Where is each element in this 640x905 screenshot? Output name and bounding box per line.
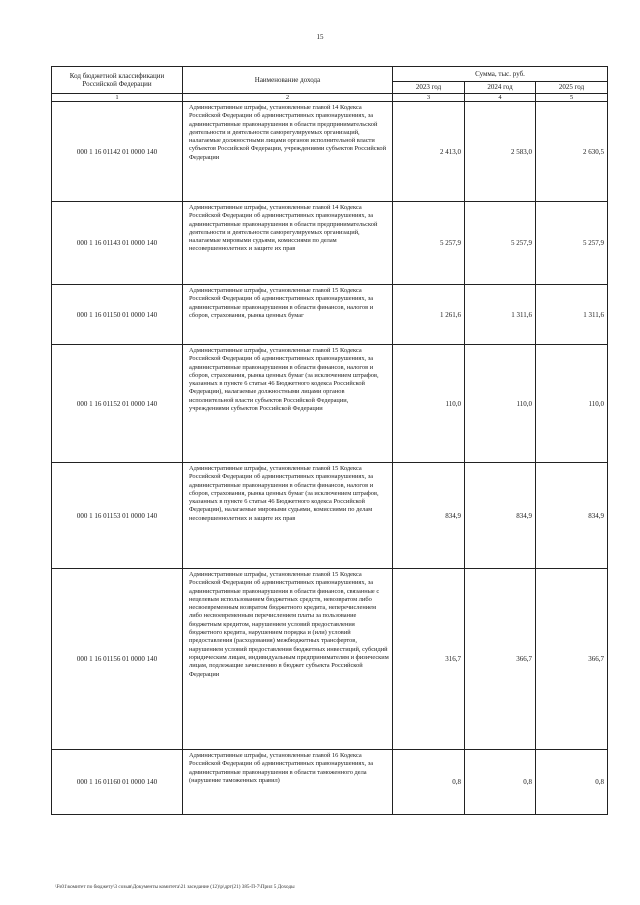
budget-code-cell: 000 1 16 01150 01 0000 140	[52, 285, 183, 345]
header-row	[52, 67, 608, 82]
value-2023-cell: 110,0	[393, 345, 465, 463]
table-row	[52, 102, 608, 202]
value-2024-cell: 2 583,0	[465, 102, 536, 202]
value-2024-cell: 5 257,9	[465, 202, 536, 285]
column-number: 1	[52, 94, 183, 102]
value-2025-cell: 5 257,9	[536, 202, 608, 285]
value-2023-cell: 2 413,0	[393, 102, 465, 202]
revenue-table	[51, 66, 608, 815]
value-2024-cell: 834,9	[465, 463, 536, 569]
value-2023-cell: 1 261,6	[393, 285, 465, 345]
header-name: Наименование дохода	[183, 67, 393, 94]
revenue-name-cell: Административные штрафы, установленные главой 15 Кодекса Российской Федерации об административных правонарушениях, за административные правонарушения в области финансов, налогов и сборов, страхования, рынка ценных бумаг (за исключением штрафов, указанных в пункте 6 статьи 46 Бюджетного кодекса Российской Федерации), налагаемые должностными лицами органов исполнительной власти субъектов Российской Федерации, учреждениями субъектов Российской Федерации	[183, 345, 393, 463]
value-2024-cell: 1 311,6	[465, 285, 536, 345]
value-2025-cell: 2 630,5	[536, 102, 608, 202]
value-2025-cell: 1 311,6	[536, 285, 608, 345]
table-row	[52, 345, 608, 463]
value-2023-cell: 0,8	[393, 750, 465, 815]
table-row	[52, 463, 608, 569]
value-2024-cell: 110,0	[465, 345, 536, 463]
value-2025-cell: 0,8	[536, 750, 608, 815]
value-2024-cell: 366,7	[465, 569, 536, 750]
file-path-footer: \Fs01\комитет по бюджету\3 созыв\Документы комитета\21 заседание (12)\р\дрт(21) 385-П-7\Прил 5 Доходы	[55, 884, 295, 890]
header-sum: Сумма, тыс. руб.	[393, 67, 608, 82]
header-code: Код бюджетной классификации Российской Федерации	[52, 67, 183, 94]
budget-code-cell: 000 1 16 01156 01 0000 140	[52, 569, 183, 750]
table-row	[52, 202, 608, 285]
column-number: 3	[393, 94, 465, 102]
budget-code-cell: 000 1 16 01160 01 0000 140	[52, 750, 183, 815]
value-2023-cell: 5 257,9	[393, 202, 465, 285]
budget-code-cell: 000 1 16 01152 01 0000 140	[52, 345, 183, 463]
header-year-2024: 2024 год	[465, 82, 536, 94]
header-year-2023: 2023 год	[393, 82, 465, 94]
header-year-2025: 2025 год	[536, 82, 608, 94]
revenue-name-cell: Административные штрафы, установленные главой 15 Кодекса Российской Федерации об административных правонарушениях, за административные правонарушения в области финансов, налогов и сборов, страхования, рынка ценных бумаг (за исключением штрафов, указанных в пункте 6 статьи 46 Бюджетного кодекса Российской Федерации), налагаемые мировыми судьями, комиссиями по делам несовершеннолетних и защите их прав	[183, 463, 393, 569]
revenue-name-cell: Административные штрафы, установленные главой 15 Кодекса Российской Федерации об административных правонарушениях, за административные правонарушения в области финансов, связанные с нецелевым использованием бюджетных средств, невозвратом либо несвоевременным возвратом бюджетного кредита, неперечислением либо несвоевременным перечислением платы за пользование бюджетным кредитом, нарушением условий предоставления бюджетного кредита, нарушением порядка и (или) условий предоставления (расходования) межбюджетных трансфертов, нарушением условий предоставления бюджетных инвестиций, субсидий юридическим лицам, индивидуальным предпринимателям и физическим лицам, подлежащие зачислению в бюджет субъекта Российской Федерации	[183, 569, 393, 750]
column-number: 4	[465, 94, 536, 102]
value-2025-cell: 110,0	[536, 345, 608, 463]
table-row	[52, 285, 608, 345]
column-number: 5	[536, 94, 608, 102]
budget-code-cell: 000 1 16 01143 01 0000 140	[52, 202, 183, 285]
page-number: 15	[316, 33, 324, 41]
value-2025-cell: 366,7	[536, 569, 608, 750]
budget-code-cell: 000 1 16 01142 01 0000 140	[52, 102, 183, 202]
table-row	[52, 750, 608, 815]
revenue-name-cell: Административные штрафы, установленные главой 14 Кодекса Российской Федерации об административных правонарушениях, за административные правонарушения в области предпринимательской деятельности и деятельности саморегулируемых организаций, налагаемые мировыми судьями, комиссиями по делам несовершеннолетних и защите их прав	[183, 202, 393, 285]
column-number-row	[52, 94, 608, 102]
value-2023-cell: 316,7	[393, 569, 465, 750]
value-2024-cell: 0,8	[465, 750, 536, 815]
column-number: 2	[183, 94, 393, 102]
value-2023-cell: 834,9	[393, 463, 465, 569]
value-2025-cell: 834,9	[536, 463, 608, 569]
revenue-name-cell: Административные штрафы, установленные главой 14 Кодекса Российской Федерации об административных правонарушениях, за административные правонарушения в области предпринимательской деятельности и деятельности саморегулируемых организаций, налагаемые должностными лицами органов исполнительной власти субъектов Российской Федерации, учреждениями субъектов Российской Федерации	[183, 102, 393, 202]
revenue-name-cell: Административные штрафы, установленные главой 15 Кодекса Российской Федерации об административных правонарушениях, за административные правонарушения в области финансов, налогов и сборов, страхования, рынка ценных бумаг	[183, 285, 393, 345]
budget-code-cell: 000 1 16 01153 01 0000 140	[52, 463, 183, 569]
table-row	[52, 569, 608, 750]
revenue-name-cell: Административные штрафы, установленные главой 16 Кодекса Российской Федерации об административных правонарушениях, за административные правонарушения в области таможенного дела (нарушение таможенных правил)	[183, 750, 393, 815]
